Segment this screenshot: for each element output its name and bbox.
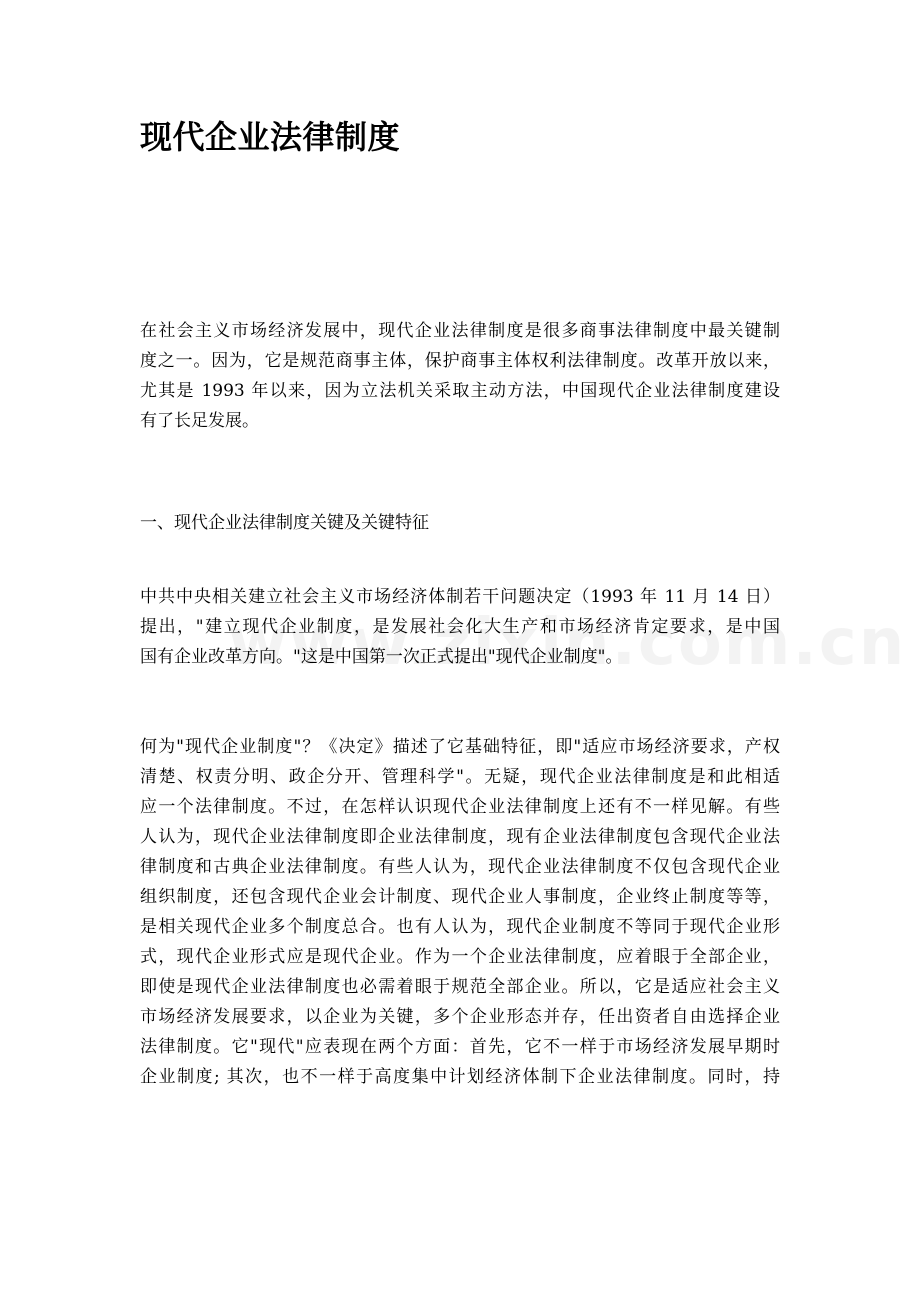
paragraph-line: 何为"现代企业制度"？《决定》描述了它基础特征，即"适应市场经济要求，产权 (140, 737, 780, 757)
paragraph-line: 企业制度; 其次，也不一样于高度集中计划经济体制下企业法律制度。同时，持 (140, 1067, 780, 1087)
paragraph-line: 人认为，现代企业法律制度即企业法律制度，现有企业法律制度包含现代企业法 (140, 827, 780, 847)
paragraph-line: 市场经济发展要求，以企业为关键，多个企业形态并存，任出资者自由选择企业 (140, 1007, 780, 1027)
paragraph-line: 式，现代企业形式应是现代企业。作为一个企业法律制度，应着眼于全部企业， (140, 947, 780, 967)
paragraph-line: 度之一。因为，它是规范商事主体，保护商事主体权利法律制度。改革开放以来， (140, 351, 780, 371)
paragraph-line: 国有企业改革方向。"这是中国第一次正式提出"现代企业制度"。 (140, 647, 623, 667)
paragraph-line: 尤其是 1993 年以来，因为立法机关采取主动方法，中国现代企业法律制度建设 (140, 381, 780, 401)
paragraph-definition (140, 732, 780, 1092)
paragraph-line: 法律制度。它"现代"应表现在两个方面：首先，它不一样于市场经济发展早期时 (140, 1037, 780, 1057)
paragraph-line: 组织制度，还包含现代企业会计制度、现代企业人事制度，企业终止制度等等， (140, 887, 780, 907)
paragraph-intro (140, 316, 780, 436)
paragraph-line: 即使是现代企业法律制度也必需着眼于规范全部企业。所以，它是适应社会主义 (140, 977, 780, 997)
paragraph-line: 清楚、权责分明、政企分开、管理科学"。无疑，现代企业法律制度是和此相适 (140, 767, 780, 787)
paragraph-line: 提出，"建立现代企业制度，是发展社会化大生产和市场经济肯定要求，是中国 (140, 617, 780, 637)
paragraph-line: 应一个法律制度。不过，在怎样认识现代企业法律制度上还有不一样见解。有些 (140, 797, 780, 817)
paragraph-line: 是相关现代企业多个制度总合。也有人认为，现代企业制度不等同于现代企业形 (140, 917, 780, 937)
document-title: 现代企业法律制度 (140, 118, 401, 156)
section-heading: 一、现代企业法律制度关键及关键特征 (140, 513, 429, 533)
paragraph-line: 律制度和古典企业法律制度。有些人认为，现代企业法律制度不仅包含现代企业 (140, 857, 780, 877)
paragraph-line: 中共中央相关建立社会主义市场经济体制若干问题决定（1993 年 11 月 14 日） (140, 587, 780, 607)
paragraph-line: 有了长足发展。 (140, 411, 259, 431)
paragraph-decision (140, 582, 780, 672)
paragraph-line: 在社会主义市场经济发展中，现代企业法律制度是很多商事法律制度中最关键制 (140, 321, 780, 341)
